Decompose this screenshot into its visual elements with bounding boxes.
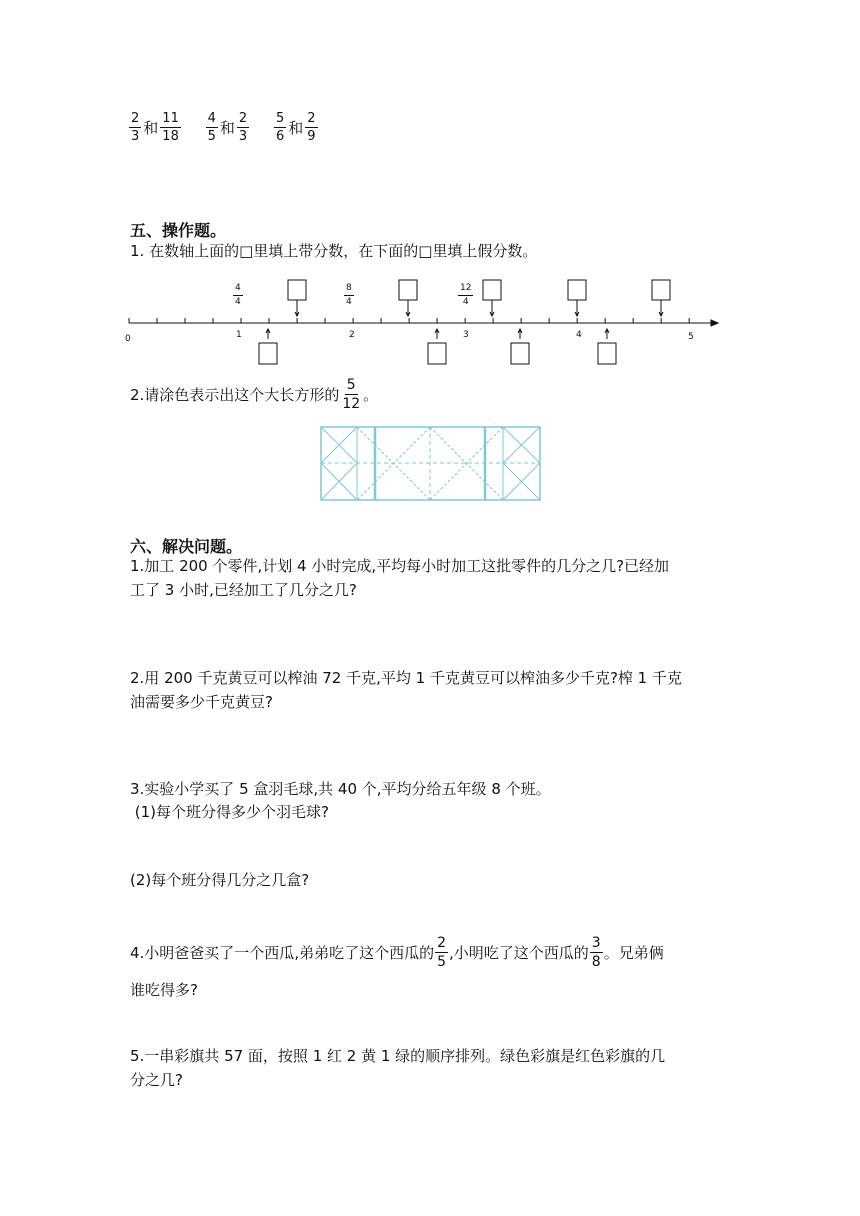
tick-label-1: 1	[236, 330, 242, 340]
fraction: $\frac{5}{6}$	[275, 111, 285, 144]
q4-fraction-1: $\frac{2}{5}$	[437, 935, 447, 970]
fraction: $\frac{4}{5}$	[207, 111, 216, 144]
q2-fraction: $\frac{5}{12}$	[342, 377, 361, 412]
compare-pair-1	[128, 112, 182, 143]
section5-q1: 1. 在数轴上面的□里填上带分数，在下面的□里填上假分数。	[130, 242, 538, 260]
q2-text: 2.请涂色表示出这个大长方形的	[130, 385, 340, 404]
section6-q4-line1: 4.小明爸爸买了一个西瓜,弟弟吃了这个西瓜的 $\frac{2}{5}$ ,小明吃了这个西瓜的 $\frac{3}{8}$ 。兄弟俩	[130, 935, 664, 970]
and-text: 和	[219, 119, 235, 137]
answer-box-bottom	[428, 343, 446, 364]
section6-title: 六、解决问题。	[130, 537, 243, 556]
fraction: $\frac{2}{9}$	[307, 111, 316, 144]
fraction: $\frac{2}{3}$	[238, 111, 248, 144]
tick-label-2: 2	[349, 330, 355, 340]
answer-box-top	[483, 280, 501, 300]
fraction-compare-row	[128, 108, 337, 143]
big-rectangle-grid[interactable]	[320, 426, 542, 502]
q4-fraction-2: $\frac{3}{8}$	[591, 935, 601, 970]
section6-q5-line1: 5.一串彩旗共 57 面，按照 1 红 2 黄 1 绿的顺序排列。绿色彩旗是红色彩旗的几	[130, 1047, 666, 1065]
answer-box-top	[288, 280, 306, 300]
answer-box-bottom	[259, 343, 277, 364]
section5-q2: 2.请涂色表示出这个大长方形的 $\frac{5}{12}$ 。	[130, 377, 379, 412]
section6-q5-line2: 分之几?	[130, 1071, 183, 1089]
tick-label-5: 5	[688, 332, 694, 342]
compare-pair-2	[205, 112, 251, 143]
answer-box-top	[399, 280, 417, 300]
section6-q3-line1: 3.实验小学买了 5 盒羽毛球,共 40 个,平均分给五年级 8 个班。	[130, 780, 551, 798]
fraction: $\frac{11}{18}$	[162, 111, 179, 144]
tick-label-3: 3	[463, 330, 469, 340]
and-text: 和	[143, 119, 159, 137]
compare-pair-3	[273, 112, 319, 143]
answer-box-top	[652, 280, 670, 300]
fraction-label-1: $\frac{4}{4}$	[235, 283, 241, 307]
section6-q1-line1: 1.加工 200 个零件,计划 4 小时完成,平均每小时加工这批零件的几分之几?已经加	[130, 557, 670, 575]
fraction-label-3: $\frac{12}{4}$	[460, 283, 472, 307]
answer-box-top	[568, 280, 586, 300]
fraction-label-2: $\frac{8}{4}$	[346, 283, 352, 307]
section6-q4-line2: 谁吃得多?	[130, 981, 198, 999]
number-line-figure	[120, 272, 740, 372]
answer-box-bottom	[598, 343, 616, 364]
section6-q2-line2: 油需要多少千克黄豆?	[130, 693, 273, 711]
tick-label-0: 0	[125, 334, 131, 344]
section6-q1-line2: 工了 3 小时,已经加工了几分之几?	[130, 581, 357, 599]
and-text: 和	[288, 119, 304, 137]
section6-q3-sub2: (2)每个班分得几分之几盒?	[130, 871, 310, 889]
fraction: $\frac{2}{3}$	[131, 111, 140, 144]
axis-arrow	[711, 320, 718, 326]
tick-label-4: 4	[576, 330, 582, 340]
section5-title: 五、操作题。	[130, 221, 227, 240]
section6-q2-line1: 2.用 200 千克黄豆可以榨油 72 千克,平均 1 千克黄豆可以榨油多少千克?榨 1 千克	[130, 669, 682, 687]
answer-box-bottom	[511, 343, 529, 364]
section6-q3-sub1: (1)每个班分得多少个羽毛球?	[130, 803, 329, 821]
